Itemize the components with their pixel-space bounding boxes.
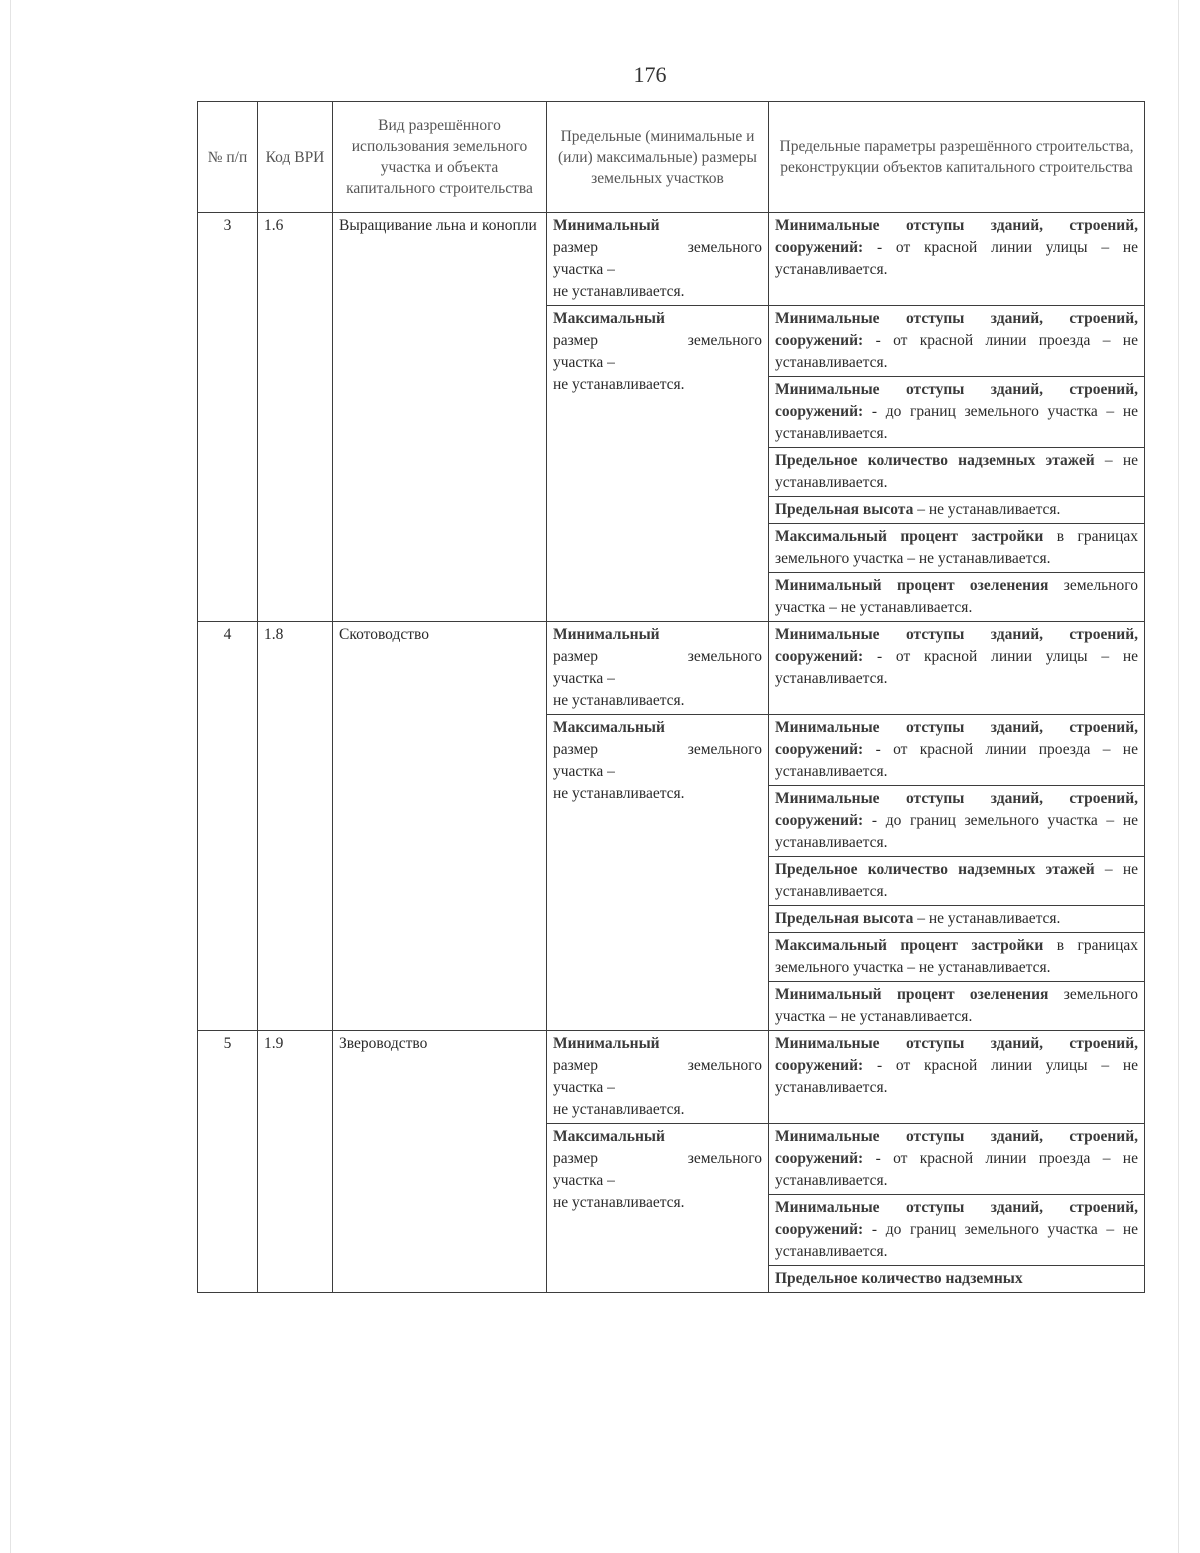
size-word-zemelnogo: земельного [687,1057,762,1074]
param-cell [769,715,1145,786]
size-line-4: не устанавливается. [553,1101,685,1118]
size-line-title: Максимальный [553,1128,665,1145]
max-size-cell [547,306,769,622]
param-cell [769,1124,1145,1195]
table-header-row [198,102,1145,213]
size-word-zemelnogo: земельного [687,332,762,349]
size-word-zemelnogo: земельного [687,239,762,256]
size-line-title: Максимальный [553,310,665,327]
size-word-razmer: размер [553,741,598,758]
size-line-title: Максимальный [553,719,665,736]
param-title: Предельное количество надземных этажей [775,861,1095,878]
param-text: – не устанавливается. [775,452,1138,491]
param-cell [769,448,1145,497]
param-text: земельного участка – не устанавливается. [775,986,1139,1025]
param-cell [769,1031,1145,1124]
param-text: - от красной линии улицы – не устанавливается. [775,239,1139,278]
header-vid: Вид разрешённого использования земельного участка и объекта капитального строительства [333,102,547,213]
size-line-2 [553,237,762,259]
size-line-2 [553,1055,762,1077]
param-cell [769,573,1145,622]
param-title: Минимальные отступы зданий, строений, сооружений: [775,790,1138,829]
row-vid-name: Выращивание льна и конопли [333,213,547,622]
row-code: 1.9 [258,1031,333,1293]
param-cell [769,857,1145,906]
size-word-razmer: размер [553,1150,598,1167]
header-code: Код ВРИ [258,102,333,213]
scan-left-edge [10,0,11,1553]
table-row [198,213,1145,306]
row-number: 4 [198,622,258,1031]
param-title: Минимальный процент озеленения [775,986,1049,1003]
size-line-3: участка – [553,261,615,278]
table-body [198,213,1145,1293]
param-cell [769,622,1145,715]
param-title: Минимальные отступы зданий, строений, сооружений: [775,217,1138,256]
size-word-razmer: размер [553,648,598,665]
param-text: - от красной линии проезда – не устанавливается. [775,741,1138,780]
param-cell [769,906,1145,933]
header-num: № п/п [198,102,258,213]
size-line-4: не устанавливается. [553,692,685,709]
param-text: в границах земельного участка – не устанавливается. [775,528,1138,567]
row-number: 3 [198,213,258,622]
param-title: Предельная высота [775,501,914,518]
size-word-zemelnogo: земельного [687,648,762,665]
param-cell [769,1266,1145,1293]
max-size-cell [547,1124,769,1293]
param-cell [769,1195,1145,1266]
size-word-razmer: размер [553,239,598,256]
param-text: – не устанавливается. [775,861,1138,900]
size-line-title: Минимальный [553,626,660,643]
param-text: - от красной линии улицы – не устанавливается. [775,648,1139,687]
param-title: Предельная высота [775,910,914,927]
param-cell [769,306,1145,377]
size-line-2 [553,739,762,761]
size-line-2 [553,646,762,668]
param-text: - от красной линии проезда – не устанавливается. [775,1150,1138,1189]
size-line-2 [553,330,762,352]
min-size-cell [547,622,769,715]
page-number: 176 [633,62,667,87]
param-cell [769,933,1145,982]
min-size-cell [547,213,769,306]
size-line-title: Минимальный [553,1035,660,1052]
param-text: - от красной линии проезда – не устанавливается. [775,332,1138,371]
param-cell [769,213,1145,306]
param-title: Минимальные отступы зданий, строений, сооружений: [775,1199,1138,1238]
size-line-3: участка – [553,763,615,780]
param-title: Минимальные отступы зданий, строений, сооружений: [775,381,1138,420]
size-line-4: не устанавливается. [553,283,685,300]
size-line-4: не устанавливается. [553,785,685,802]
size-line-3: участка – [553,354,615,371]
header-sizes: Предельные (минимальные и (или) максимальные) размеры земельных участков [547,102,769,213]
row-number: 5 [198,1031,258,1293]
param-title: Максимальный процент застройки [775,528,1044,545]
param-title: Минимальные отступы зданий, строений, сооружений: [775,1128,1138,1167]
regulations-table [197,101,1145,1293]
param-title: Максимальный процент застройки [775,937,1044,954]
param-text: - до границ земельного участка – не устанавливается. [775,812,1139,851]
param-text: – не устанавливается. [917,910,1061,927]
row-vid-name: Скотоводство [333,622,547,1031]
header-params: Предельные параметры разрешённого строительства, реконструкции объектов капитального строительства [769,102,1145,213]
param-title: Предельное количество надземных этажей [775,452,1095,469]
param-text: - до границ земельного участка – не устанавливается. [775,403,1139,442]
param-text: в границах земельного участка – не устанавливается. [775,937,1138,976]
param-title: Предельное количество надземных [775,1270,1023,1287]
size-line-3: участка – [553,1172,615,1189]
param-title: Минимальный процент озеленения [775,577,1049,594]
size-word-razmer: размер [553,332,598,349]
size-line-3: участка – [553,670,615,687]
param-cell [769,982,1145,1031]
param-cell [769,786,1145,857]
size-line-3: участка – [553,1079,615,1096]
size-line-2 [553,1148,762,1170]
scan-right-edge [1178,0,1179,1553]
size-line-4: не устанавливается. [553,1194,685,1211]
param-text: – не устанавливается. [917,501,1061,518]
size-word-zemelnogo: земельного [687,741,762,758]
param-title: Минимальные отступы зданий, строений, сооружений: [775,310,1138,349]
param-text: - до границ земельного участка – не устанавливается. [775,1221,1139,1260]
param-text: земельного участка – не устанавливается. [775,577,1139,616]
param-title: Минимальные отступы зданий, строений, сооружений: [775,1035,1138,1074]
param-cell [769,524,1145,573]
param-title: Минимальные отступы зданий, строений, сооружений: [775,626,1138,665]
size-word-zemelnogo: земельного [687,1150,762,1167]
min-size-cell [547,1031,769,1124]
table-row [198,622,1145,715]
size-word-razmer: размер [553,1057,598,1074]
param-title: Минимальные отступы зданий, строений, сооружений: [775,719,1138,758]
row-code: 1.6 [258,213,333,622]
row-vid-name: Звероводство [333,1031,547,1293]
row-code: 1.8 [258,622,333,1031]
size-line-4: не устанавливается. [553,376,685,393]
param-text: - от красной линии улицы – не устанавливается. [775,1057,1139,1096]
table-row [198,1031,1145,1124]
param-cell [769,497,1145,524]
param-cell [769,377,1145,448]
max-size-cell [547,715,769,1031]
size-line-title: Минимальный [553,217,660,234]
